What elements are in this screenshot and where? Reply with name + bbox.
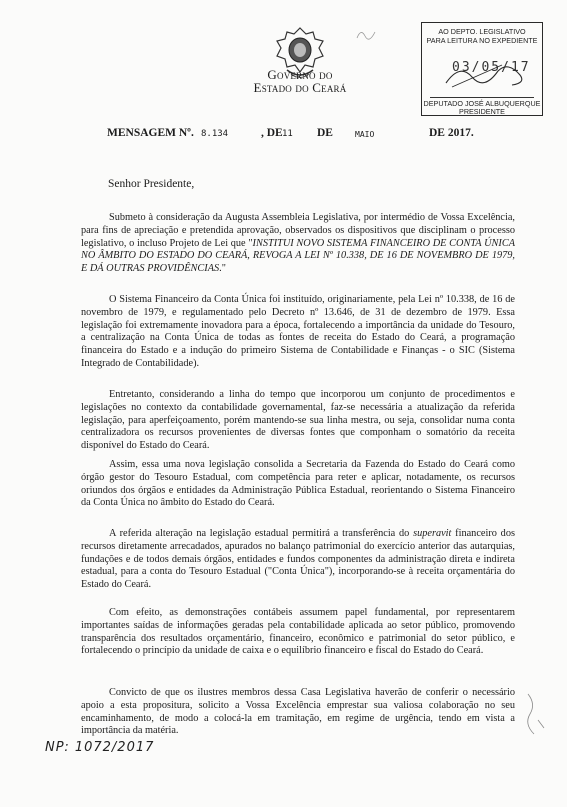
paragraph-6 [81,607,515,658]
message-de-2: DE [317,127,333,139]
stamp-line-4: PRESIDENTE [459,107,505,116]
message-month: MAIO [355,130,375,139]
pencil-mark-icon [355,26,377,44]
stamp-line-1: AO DEPTO. LEGISLATIVO [438,27,526,36]
paragraph-3 [81,389,515,453]
message-number: 8.134 [201,129,229,139]
gov-line-1: Governo do [267,67,333,82]
message-de-1: , DE [261,127,283,139]
salutation: Senhor Presidente, [108,178,195,190]
paragraph-1-intro: Submeto à consideração da Augusta Assembleia Legislativa, por intermédio de Vossa Excelência, para fins de apreciação e pretendida aprovação, observados os dispositivos que disciplinam o processo legislativo, o incluso Projeto de Lei que " [81,212,515,249]
paragraph-1 [81,212,515,276]
paragraph-4 [81,459,515,510]
paragraph-2-text: O Sistema Financeiro da Conta Única foi instituído, originariamente, pela Lei nº 10.338, de 16 de novembro de 1979, e regulamentado pelo Decreto nº 13.646, de 31 de dezembro de 1979. Essa legislação foi extremamente inovadora para a época, fortalecendo a importância da unidade do Tesouro, a centralização na Conta Única de todas as fontes de receita do Estado do Ceará, a programação financeira do Estado e a indução do primeiro Sistema de Contabilidade e Finanças - o SIC (Sistema Integrado de Contabilidade). [81,294,515,369]
superavit-term: superavit [413,528,452,539]
paragraph-2 [81,294,515,371]
legislative-stamp [421,22,543,116]
handwritten-protocol-note: NP: 1072/2017 [45,740,155,755]
message-label: MENSAGEM Nº. [107,127,194,139]
paragraph-6-text: Com efeito, as demonstrações contábeis assumem papel fundamental, por representarem importantes saídas de informações geradas pela contabilidade aplicada ao setor público, promovendo transparência dos resultados orçamentário, financeiro, econômico e patrimonial do setor público, e fortalecendo o princípio da unidade de caixa e o equilíbrio financeiro e fiscal do Estado do Ceará. [81,607,515,657]
message-year: DE 2017. [429,127,474,139]
gov-line-2: Estado do Ceará [253,80,347,95]
message-day: 11 [282,129,293,139]
stamp-line-2: PARA LEITURA NO EXPEDIENTE [426,36,538,45]
stamp-date: 03/05/17 [452,60,531,75]
paragraph-5 [81,528,515,592]
paragraph-4-text: Assim, essa uma nova legislação consolida a Secretaria da Fazenda do Estado do Ceará como órgão gestor do Tesouro Estadual, com competência para reter e aplicar, notadamente, os recursos oriundos dos órgãos e entidades da Administração Pública Estadual, reorientando o Sistema Financeiro da Conta Única no âmbito do Estado do Ceará. [81,459,515,509]
stamp-rule [430,97,534,98]
paragraph-7 [81,687,515,738]
paragraph-5-intro: A referida alteração na legislação estadual permitirá a transferência do [109,528,414,539]
bill-title: INSTITUI NOVO SISTEMA FINANCEIRO DE CONTA ÚNICA NO ÂMBITO DO ESTADO DO CEARÁ, REVOGA A LEI Nº 10.338, DE 16 DE NOVEMBRO DE 1979, E DÁ OUTRAS PROVIDÊNCIAS [81,237,515,275]
margin-mark-icon [520,690,550,750]
paragraph-3-text: Entretanto, considerando a linha do tempo que incorporou um conjunto de procedimentos e legislações no contexto da contabilidade governamental, faz-se necessária a atualização da referida legislação, para aperfeiçoamento, porém mantendo-se sua linha mestra, ou seja, consolidar numa conta centralizadora os recursos provenientes de diversas fontes que componham o somatório da receita disponível do Estado do Ceará. [81,389,515,452]
paragraph-1-end: ." [219,263,226,275]
signature-scribble-icon [442,57,532,91]
government-header [230,68,370,94]
paragraph-5-rest: financeiro dos recursos diretamente arrecadados, apurados no balanço patrimonial do exercício anterior das autarquias, fundações e de todos demais órgãos, entidades e fundos componentes da administração direta e indireta estadual, para a conta do Tesouro Estadual ("Conta Única"), incorporando-se à receita orçamentária do Estado do Ceará. [81,528,515,591]
paragraph-7-text: Convicto de que os ilustres membros dessa Casa Legislativa haverão de conferir o necessário apoio a esta propositura, solicito a Vossa Excelência emprestar sua valiosa colaboração no seu encaminhamento, de modo a colocá-la em tramitação, em regime de urgência, tendo em vista a importância da matéria. [81,687,515,737]
stamp-line-3: DEPUTADO JOSÉ ALBUQUERQUE [423,99,541,108]
